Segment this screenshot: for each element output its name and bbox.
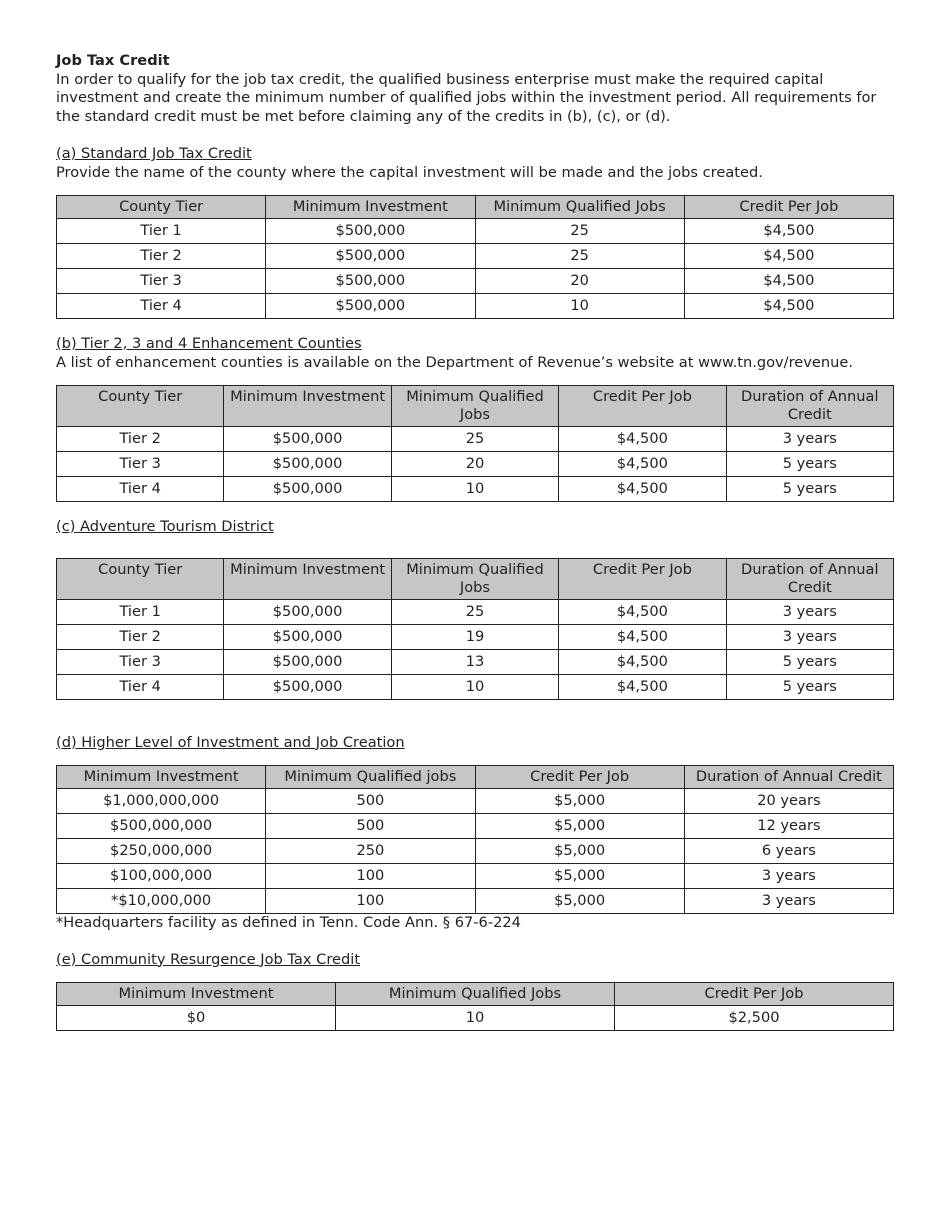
community-resurgence-table [56, 982, 894, 1031]
table-cell: 20 years [684, 789, 893, 814]
section-a-text: Provide the name of the county where the capital investment will be made and the jobs created. [56, 163, 763, 181]
table-cell: 3 years [726, 427, 893, 452]
column-header: Credit Per Job [559, 386, 726, 427]
table-cell: 20 [475, 269, 684, 294]
table-cell: Tier 2 [57, 427, 224, 452]
section-c-title: (c) Adventure Tourism District [56, 518, 274, 535]
table-cell: 25 [475, 244, 684, 269]
table-cell: $500,000 [224, 599, 391, 624]
table-cell: $500,000 [224, 624, 391, 649]
table-cell: 250 [266, 839, 475, 864]
table-cell: $5,000 [475, 864, 684, 889]
table-cell: $500,000 [266, 219, 475, 244]
table-row [57, 599, 894, 624]
table-cell: 5 years [726, 477, 893, 502]
column-header: County Tier [57, 558, 224, 599]
table-cell: $500,000 [266, 244, 475, 269]
table-cell: 12 years [684, 814, 893, 839]
column-header: Credit Per Job [559, 558, 726, 599]
section-a-title: (a) Standard Job Tax Credit [56, 145, 252, 162]
table-cell: Tier 4 [57, 477, 224, 502]
table-cell: 3 years [684, 864, 893, 889]
table-row [57, 839, 894, 864]
table-cell: $500,000 [266, 294, 475, 319]
table-cell: $4,500 [684, 244, 893, 269]
table-row [57, 219, 894, 244]
table-cell: 500 [266, 789, 475, 814]
table-cell: $500,000 [266, 269, 475, 294]
headquarters-footnote: *Headquarters facility as defined in Tenn. Code Ann. § 67-6-224 [56, 914, 521, 931]
table-cell: $500,000,000 [57, 814, 266, 839]
table-cell: 5 years [726, 452, 893, 477]
column-header: Duration of Annual Credit [726, 558, 893, 599]
higher-investment-table [56, 765, 894, 914]
table-cell: $250,000,000 [57, 839, 266, 864]
table-cell: $100,000,000 [57, 864, 266, 889]
table-row [57, 649, 894, 674]
table-cell: 19 [391, 624, 558, 649]
enhancement-counties-table [56, 385, 894, 502]
table-cell: $0 [57, 1006, 336, 1031]
table-row [57, 814, 894, 839]
table-cell: 3 years [726, 599, 893, 624]
table-row [57, 294, 894, 319]
table-cell: 25 [391, 427, 558, 452]
table-cell: $500,000 [224, 674, 391, 699]
adventure-tourism-table [56, 558, 894, 700]
table-cell: Tier 1 [57, 219, 266, 244]
table-cell: Tier 3 [57, 269, 266, 294]
table-cell: $4,500 [559, 477, 726, 502]
table-cell: $5,000 [475, 789, 684, 814]
table-cell: Tier 3 [57, 649, 224, 674]
table-cell: $4,500 [559, 624, 726, 649]
table-header-row [57, 196, 894, 219]
table-cell: $500,000 [224, 649, 391, 674]
table-cell: 6 years [684, 839, 893, 864]
table-cell: 10 [336, 1006, 615, 1031]
table-cell: Tier 2 [57, 624, 224, 649]
table-cell: $500,000 [224, 477, 391, 502]
column-header: Minimum Qualified Jobs [336, 983, 615, 1006]
table-row [57, 477, 894, 502]
intro-paragraph: In order to qualify for the job tax credit, the qualified business enterprise must make the required capital investment and create the minimum number of qualified jobs within the investment period. All requirements for the standard credit must be met before claiming any of the credits in (b), (c), or (d). [56, 70, 877, 125]
column-header: Duration of Annual Credit [684, 766, 893, 789]
table-cell: 5 years [726, 649, 893, 674]
table-row [57, 889, 894, 914]
table-cell: $5,000 [475, 814, 684, 839]
table-cell: *$10,000,000 [57, 889, 266, 914]
table-cell: Tier 2 [57, 244, 266, 269]
table-cell: 10 [475, 294, 684, 319]
column-header: Minimum Investment [266, 196, 475, 219]
table-header-row [57, 558, 894, 599]
column-header: Minimum Qualified Jobs [475, 196, 684, 219]
section-e-title: (e) Community Resurgence Job Tax Credit [56, 950, 361, 968]
table-cell: 500 [266, 814, 475, 839]
table-row [57, 624, 894, 649]
table-row [57, 789, 894, 814]
table-cell: 25 [475, 219, 684, 244]
table-cell: $5,000 [475, 889, 684, 914]
column-header: Minimum Qualified Jobs [391, 558, 558, 599]
table-row [57, 1006, 894, 1031]
column-header: Minimum Investment [224, 558, 391, 599]
table-cell: 13 [391, 649, 558, 674]
column-header: Minimum Investment [224, 386, 391, 427]
column-header: Credit Per Job [475, 766, 684, 789]
table-cell: 10 [391, 477, 558, 502]
column-header: Minimum Investment [57, 983, 336, 1006]
table-row [57, 864, 894, 889]
table-cell: 3 years [726, 624, 893, 649]
table-cell: $2,500 [615, 1006, 894, 1031]
table-cell: $4,500 [559, 649, 726, 674]
table-cell: Tier 4 [57, 674, 224, 699]
column-header: Credit Per Job [684, 196, 893, 219]
table-cell: Tier 4 [57, 294, 266, 319]
table-cell: $5,000 [475, 839, 684, 864]
table-cell: $4,500 [684, 294, 893, 319]
column-header: County Tier [57, 196, 266, 219]
section-b-title: (b) Tier 2, 3 and 4 Enhancement Counties [56, 335, 362, 352]
table-cell: 100 [266, 889, 475, 914]
table-cell: $500,000 [224, 452, 391, 477]
table-cell: $4,500 [559, 599, 726, 624]
column-header: County Tier [57, 386, 224, 427]
section-d-title: (d) Higher Level of Investment and Job Creation [56, 733, 405, 751]
document-page [56, 52, 894, 1031]
table-cell: $4,500 [559, 427, 726, 452]
table-cell: $4,500 [559, 674, 726, 699]
table-cell: 3 years [684, 889, 893, 914]
section-b-text: A list of enhancement counties is available on the Department of Revenue’s website at www.tn.gov/revenue. [56, 353, 853, 371]
table-row [57, 427, 894, 452]
table-header-row [57, 766, 894, 789]
table-cell: 5 years [726, 674, 893, 699]
table-cell: 20 [391, 452, 558, 477]
table-cell: $4,500 [684, 219, 893, 244]
table-cell: Tier 3 [57, 452, 224, 477]
standard-credit-table [56, 195, 894, 319]
column-header: Minimum Qualified jobs [266, 766, 475, 789]
column-header: Minimum Investment [57, 766, 266, 789]
table-row [57, 244, 894, 269]
table-header-row [57, 983, 894, 1006]
column-header: Minimum Qualified Jobs [391, 386, 558, 427]
table-row [57, 674, 894, 699]
table-cell: Tier 1 [57, 599, 224, 624]
table-cell: $500,000 [224, 427, 391, 452]
column-header: Credit Per Job [615, 983, 894, 1006]
table-cell: 25 [391, 599, 558, 624]
table-cell: 10 [391, 674, 558, 699]
table-header-row [57, 386, 894, 427]
table-cell: $4,500 [559, 452, 726, 477]
column-header: Duration of Annual Credit [726, 386, 893, 427]
table-cell: 100 [266, 864, 475, 889]
table-row [57, 452, 894, 477]
page-title: Job Tax Credit [56, 52, 170, 69]
table-row [57, 269, 894, 294]
table-cell: $1,000,000,000 [57, 789, 266, 814]
table-cell: $4,500 [684, 269, 893, 294]
